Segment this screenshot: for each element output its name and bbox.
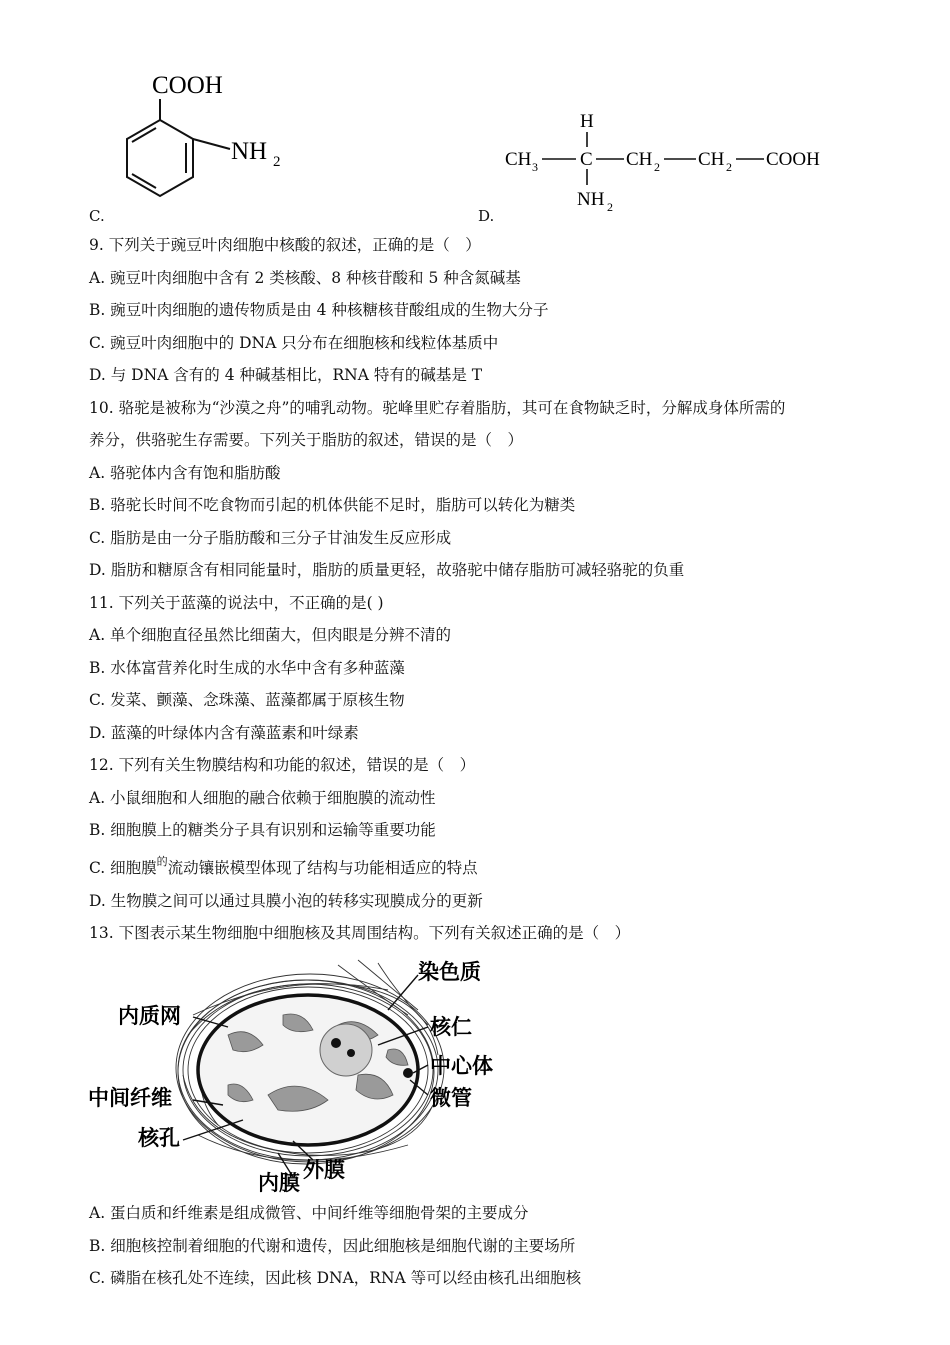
label-chromatin: 染色质: [418, 960, 481, 984]
question-12-option-d: D. 生物膜之间可以通过具膜小泡的转移实现膜成分的更新: [89, 892, 483, 910]
question-9-option-c: C. 豌豆叶肉细胞中的 DNA 只分布在细胞核和线粒体基质中: [89, 334, 499, 352]
svg-text:2: 2: [654, 160, 660, 174]
question-9-option-a: A. 豌豆叶肉细胞中含有 2 类核酸、8 种核苷酸和 5 种含氮碱基: [89, 269, 521, 287]
question-10-option-a: A. 骆驼体内含有饱和脂肪酸: [89, 464, 281, 482]
structure-c-sub: 2: [273, 154, 281, 170]
question-13-option-c: C. 磷脂在核孔处不连续，因此核 DNA，RNA 等可以经由核孔出细胞核: [89, 1269, 582, 1287]
label-outer: 外膜: [303, 1158, 345, 1182]
question-11-option-d: D. 蓝藻的叶绿体内含有藻蓝素和叶绿素: [89, 724, 359, 742]
question-12-stem: 12. 下列有关生物膜结构和功能的叙述，错误的是（ ）: [89, 756, 476, 774]
structure-d-nh2: NH: [577, 189, 605, 210]
svg-text:2: 2: [726, 160, 732, 174]
question-10-stem: 10. 骆驼是被称为“沙漠之舟”的哺乳动物。驼峰里贮存着脂肪，其可在食物缺乏时，分解成身体所需的: [89, 399, 786, 417]
question-13-option-a: A. 蛋白质和纤维素是组成微管、中间纤维等细胞骨架的主要成分: [89, 1204, 529, 1222]
question-10-option-d: D. 脂肪和糖原含有相同能量时，脂肪的质量更轻，故骆驼中储存脂肪可减轻骆驼的负重: [89, 561, 685, 579]
option-c-label: C.: [89, 207, 105, 225]
label-er: 内质网: [118, 1004, 181, 1028]
label-centrosome: 中心体: [430, 1054, 493, 1078]
structure-c: [110, 65, 310, 215]
question-13-stem: 13. 下图表示某生物细胞中细胞核及其周围结构。下列有关叙述正确的是（ ）: [89, 924, 631, 942]
question-11-stem: 11. 下列关于蓝藻的说法中，不正确的是( ): [89, 594, 384, 612]
svg-text:2: 2: [607, 200, 613, 214]
question-10-option-b: B. 骆驼长时间不吃食物而引起的机体供能不足时，脂肪可以转化为糖类: [89, 496, 576, 514]
question-13-option-b: B. 细胞核控制着细胞的代谢和遗传，因此细胞核是细胞代谢的主要场所: [89, 1237, 576, 1255]
question-9-option-b: B. 豌豆叶肉细胞的遗传物质是由 4 种核糖核苷酸组成的生物大分子: [89, 301, 549, 319]
svg-text:3: 3: [532, 160, 538, 174]
structure-d-c: C: [580, 149, 593, 170]
structure-d-cooh: COOH: [766, 149, 820, 170]
label-microtubule: 微管: [430, 1086, 472, 1110]
question-10-option-c: C. 脂肪是由一分子脂肪酸和三分子甘油发生反应形成: [89, 529, 452, 547]
question-10-stem-cont: 养分，供骆驼生存需要。下列关于脂肪的叙述，错误的是（ ）: [89, 431, 524, 449]
structure-c-nh: NH: [231, 138, 268, 165]
question-12-option-c: C. 细胞膜$^的$流动镶嵌模型体现了结构与功能相适应的特点: [89, 855, 478, 877]
nucleus-diagram: [88, 955, 508, 1195]
label-pore: 核孔: [138, 1126, 180, 1150]
question-12-option-b: B. 细胞膜上的糖类分子具有识别和运输等重要功能: [89, 821, 436, 839]
structure-d-ch3: CH: [505, 149, 532, 170]
structure-d-h: H: [580, 111, 594, 132]
question-11-option-c: C. 发菜、颤藻、念珠藻、蓝藻都属于原核生物: [89, 691, 405, 709]
label-inner: 内膜: [258, 1171, 300, 1195]
structure-c-cooh: COOH: [152, 72, 223, 99]
option-d-label: D.: [478, 207, 495, 225]
question-11-option-b: B. 水体富营养化时生成的水华中含有多种蓝藻: [89, 659, 405, 677]
option-c-superscript: 的: [156, 855, 168, 868]
label-intermediate: 中间纤维: [88, 1086, 172, 1110]
question-11-option-a: A. 单个细胞直径虽然比细菌大，但肉眼是分辨不清的: [89, 626, 452, 644]
label-nucleolus: 核仁: [430, 1015, 472, 1039]
question-9-option-d: D. 与 DNA 含有的 4 种碱基相比，RNA 特有的碱基是 T: [89, 366, 483, 384]
structure-d-ch2a: CH: [626, 149, 653, 170]
question-12-option-a: A. 小鼠细胞和人细胞的融合依赖于细胞膜的流动性: [89, 789, 436, 807]
question-9-stem: 9. 下列关于豌豆叶肉细胞中核酸的叙述，正确的是（ ）: [89, 236, 481, 254]
structure-d: [500, 105, 840, 215]
structure-d-ch2b: CH: [698, 149, 725, 170]
